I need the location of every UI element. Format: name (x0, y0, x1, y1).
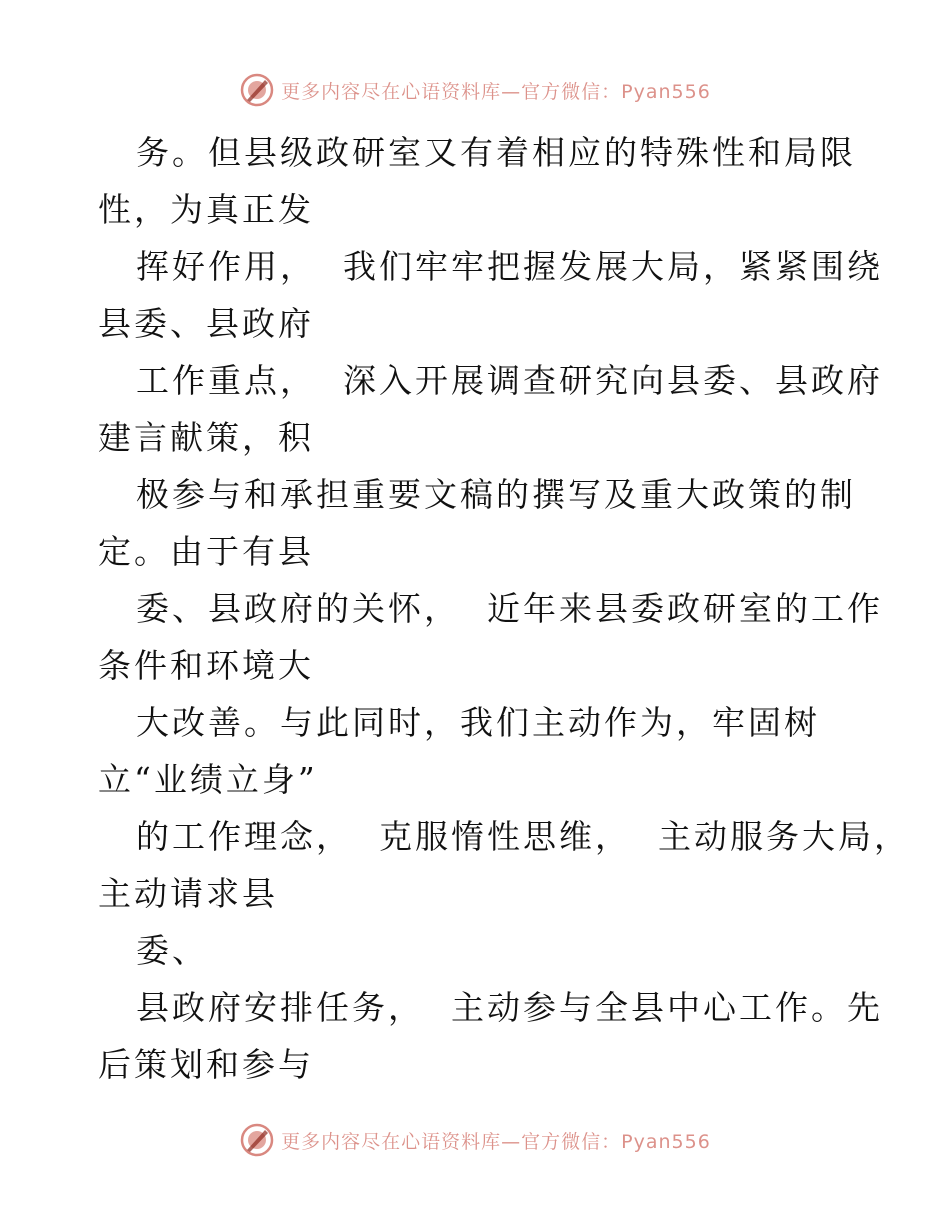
header-banner (0, 70, 950, 110)
text-line: 性，为真正发 (98, 190, 314, 229)
pen-logo-icon (239, 1122, 275, 1158)
footer-banner (0, 1120, 950, 1160)
text-line: 后策划和参与 (98, 1045, 314, 1084)
text-line: 条件和环境大 (98, 646, 314, 685)
text-line: 挥好作用， 我们牢牢把握发展大局，紧紧围绕 (136, 247, 883, 286)
text-line: 定。由于有县 (98, 532, 314, 571)
text-line: 委、县政府的关怀， 近年来县委政研室的工作 (136, 589, 883, 628)
text-line: 县委、县政府 (98, 304, 314, 343)
text-line: 委、 (136, 931, 208, 970)
text-line: 大改善。与此同时，我们主动作为，牢固树 (136, 703, 820, 742)
text-line: 工作重点， 深入开展调查研究向县委、县政府 (136, 361, 883, 400)
text-line: 的工作理念， 克服惰性思维， 主动服务大局， (136, 817, 910, 856)
text-line: 建言献策，积 (98, 418, 314, 457)
text-line: 务。但县级政研室又有着相应的特殊性和局限 (136, 133, 856, 172)
footer-banner-text: 更多内容尽在心语资料库—官方微信：Pyan556 (281, 1130, 711, 1153)
pen-logo-icon (239, 72, 275, 108)
document-body (98, 124, 910, 1093)
text-line: 立“业绩立身” (98, 760, 318, 799)
text-line: 极参与和承担重要文稿的撰写及重大政策的制 (136, 475, 856, 514)
text-line: 县政府安排任务， 主动参与全县中心工作。先 (136, 988, 883, 1027)
text-line: 主动请求县 (98, 874, 278, 913)
header-banner-text: 更多内容尽在心语资料库—官方微信：Pyan556 (281, 80, 711, 103)
